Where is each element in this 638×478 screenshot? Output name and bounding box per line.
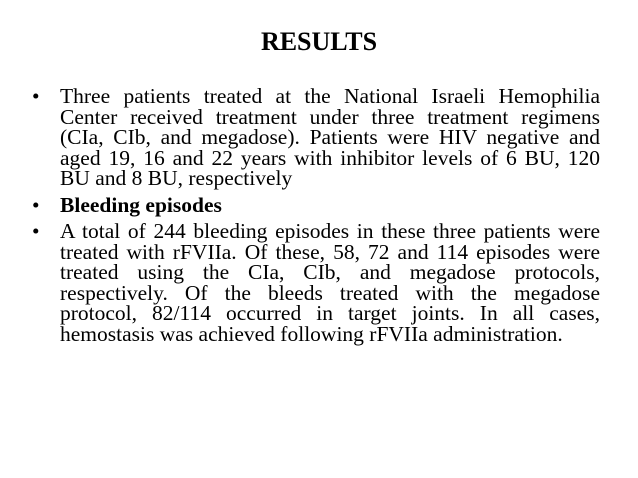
bullet-text: Bleeding episodes: [60, 192, 222, 217]
bullet-list: [32, 86, 600, 350]
slide-title: RESULTS: [260, 27, 378, 56]
bullet-item-patients: [32, 86, 600, 189]
bullet-item-bleeding-episodes: [32, 192, 600, 217]
bullet-marker: •: [32, 219, 40, 243]
bullet-marker: •: [32, 192, 40, 217]
bullet-marker: •: [32, 84, 40, 108]
bullet-item-episode-totals: [32, 221, 600, 344]
bullet-text: Three patients treated at the National Israeli Hemophilia Center received treatment under three treatment regimens (CIa, CIb, and megadose). Patients were HIV negative and aged 19, 16 and 22 years with inhibitor levels of 6 BU, 120 BU and 8 BU, respectively: [60, 84, 600, 190]
bullet-text: A total of 244 bleeding episodes in these three patients were treated with rFVIIa. Of these, 58, 72 and 114 episodes were treated using the CIa, CIb, and megadose protocols, respectively. Of the bleeds treated with the megadose protocol, 82/114 occurred in target joints. In all cases, hemostasis was achieved following rFVIIa administration.: [60, 219, 600, 346]
